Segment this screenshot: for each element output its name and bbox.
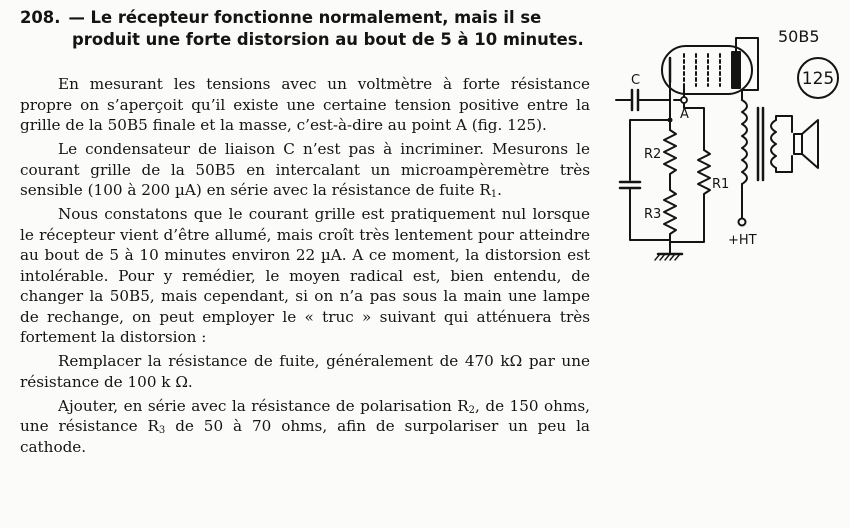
speaker-cone [802, 120, 818, 168]
paragraph-5-text-a: Ajouter, en série avec la résistance de polarisation R [58, 396, 469, 415]
point-a-label: A [680, 107, 689, 122]
figure-number: 125 [801, 69, 835, 89]
resistor-r1 [670, 150, 710, 242]
capacitor-label: C [631, 73, 641, 88]
heading-text-1: — Le récepteur fonctionne normalement, mais il se [68, 8, 542, 27]
r2-label: R2 [644, 147, 662, 162]
section-number: 208. [20, 8, 61, 27]
paragraph-5 [20, 396, 590, 458]
resistor-r2 [664, 130, 676, 190]
r3-label: R3 [644, 207, 662, 222]
paragraph-2-text: Le condensateur de liaison C n’est pas à incriminer. Mesurons le courant grille de la 50B5 en intercalant un microampèremètre très sensible (100 à 200 µA) en série avec la résistance de fuite R [20, 140, 590, 199]
ht-terminal [739, 219, 746, 226]
r1-label: R1 [712, 177, 730, 192]
junction-dot [668, 118, 673, 123]
heading-line-1 [20, 7, 588, 29]
heading-line-2: produit une forte distorsion au bout de 5 à 10 minutes. [72, 30, 584, 49]
section-heading [20, 7, 588, 51]
paragraph-2 [20, 139, 590, 201]
circuit-diagram [600, 20, 850, 280]
ht-label: +HT [728, 233, 757, 248]
speaker-wire-top [776, 116, 792, 132]
transformer-primary [742, 100, 747, 184]
subscript-r2: 2 [468, 404, 476, 416]
body-text [20, 74, 590, 461]
speaker-magnet [794, 134, 802, 154]
paragraph-4: Remplacer la résistance de fuite, généralement de 470 kΩ par une résistance de 100 k Ω. [20, 352, 590, 391]
subscript-r3: 3 [158, 425, 166, 436]
period: . [497, 181, 502, 199]
speaker-wire-bottom [776, 156, 792, 172]
paragraph-3: Nous constatons que le courant grille est pratiquement nul lorsque le récepteur vient d’être allumé, mais croît très lentement pour atteindre au bout de 5 à 10 minutes environ 22 µA. A ce moment, la distorsion est intolérable. Pour y remédier, le moyen radical est, bien entendu, de changer la 50B5, mais cependant, si on n’a pas sous la main une lampe de rechange, on peut employer le « truc » suivant qui atténuera très fortement la distorsion : [20, 205, 590, 346]
tube-plate [732, 52, 740, 88]
paragraph-5-text-b: , de 150 ohms, une résistance R [20, 396, 590, 435]
subscript-r1: 1 [490, 189, 498, 200]
paragraph-1: En mesurant les tensions avec un voltmètre à forte résistance propre on s’aperçoit qu’il existe une certaine tension positive entre la grille de la 50B5 finale et la masse, c’est-à-dire au point A (fig. 125). [20, 75, 590, 134]
paragraph-5-text-c: de 50 à 70 ohms, afin de surpolariser un peu la cathode. [20, 417, 590, 456]
point-a-terminal [681, 97, 687, 103]
tube-label: 50B5 [778, 27, 820, 46]
transformer-secondary [771, 120, 776, 168]
